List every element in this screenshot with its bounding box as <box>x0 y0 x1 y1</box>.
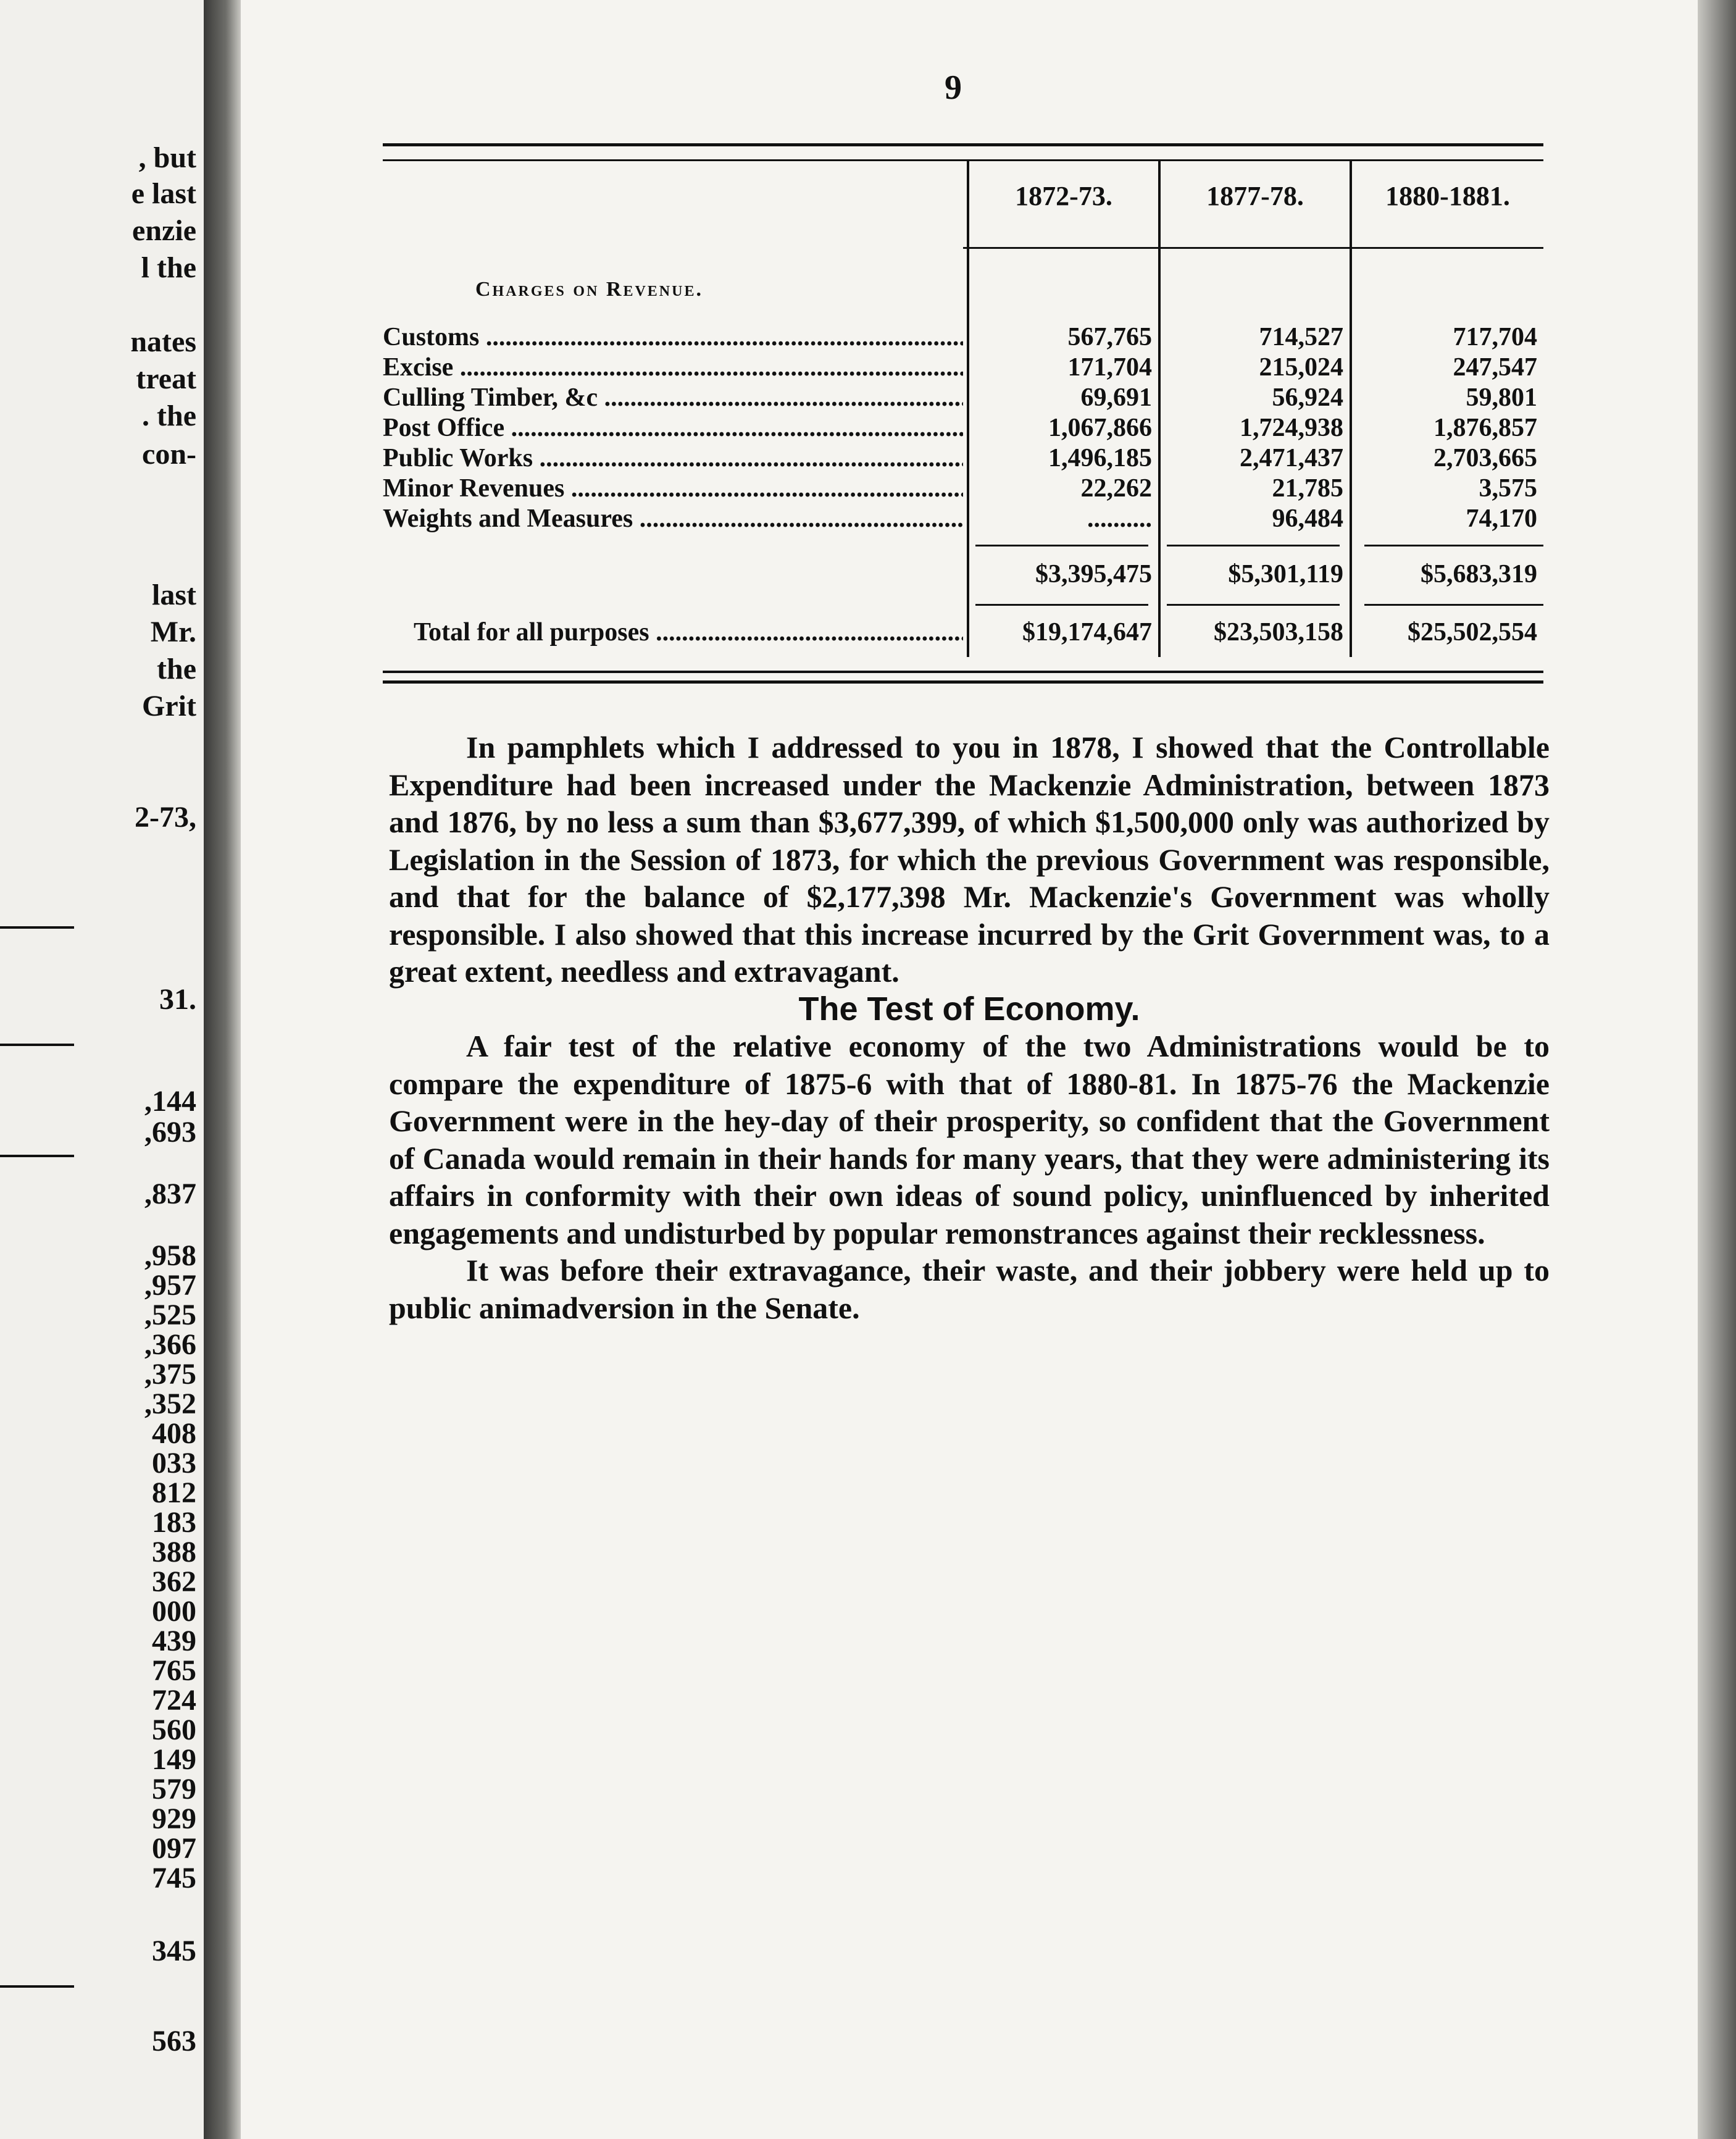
table-row <box>383 474 1543 504</box>
left-fragment: 563 <box>152 2025 196 2057</box>
paragraph: It was before their extravagance, their waste, and their jobbery were held up to public animadversion in the Senate. <box>389 1253 1550 1325</box>
left-fragment: the <box>157 653 196 685</box>
table-bottom-rule-thick <box>383 680 1543 684</box>
left-fragment: 812 <box>152 1476 196 1509</box>
subtotal-rule <box>975 545 1148 546</box>
left-fragment: 408 <box>152 1417 196 1450</box>
cell: 1,067,866 <box>1048 414 1152 442</box>
cell: 69,691 <box>1080 383 1152 412</box>
paragraph: In pamphlets which I addressed to you in 1878, I showed that the Controllable Expenditure had been increased under the Mackenzie Administration, between 1873 and 1876, by no less a sum than $3,677,399, of which $1,500,000 only was authorized by Legislation in the Session of 1873, for which the previous Government was responsible, and that for the balance of $2,177,398 Mr. Mackenzie's Government was wholly responsible. I also showed that this increase incurred by the Grit Government was, to a great extent, needless and extravagant. <box>389 730 1550 989</box>
section-heading: The Test of Economy. <box>798 990 1140 1028</box>
left-fragment: 560 <box>152 1714 196 1746</box>
cell: 717,704 <box>1453 323 1537 351</box>
left-fragment: ,352 <box>144 1388 196 1420</box>
left-fragment: e last <box>131 177 196 210</box>
left-fragment: ,525 <box>144 1299 196 1331</box>
row-label: Public Works ..... <box>383 443 963 473</box>
left-fragment: 745 <box>152 1862 196 1894</box>
left-fragment: 097 <box>152 1832 196 1865</box>
row-label: Customs ..... <box>383 322 963 352</box>
left-fragment: 345 <box>152 1935 196 1967</box>
left-rule <box>0 1044 74 1046</box>
left-fragment: 439 <box>152 1625 196 1657</box>
table-row <box>383 413 1543 443</box>
left-fragment: ,957 <box>144 1269 196 1302</box>
left-fragment: ,837 <box>144 1178 196 1210</box>
total-cell: $19,174,647 <box>1022 618 1152 647</box>
cell: 22,262 <box>1080 474 1152 503</box>
row-label: Culling Timber, &c ..... <box>383 383 963 412</box>
total-rule <box>975 604 1148 606</box>
table-row <box>383 504 1543 534</box>
table-bottom-rule <box>383 671 1543 673</box>
left-fragment: 362 <box>152 1565 196 1598</box>
subtotal-rule <box>1167 545 1340 546</box>
table-top-rule-thin <box>383 159 1543 161</box>
left-fragment: 033 <box>152 1447 196 1480</box>
left-fragment: 929 <box>152 1802 196 1835</box>
cell: 21,785 <box>1272 474 1343 503</box>
left-fragment: , but <box>138 141 196 174</box>
cell: 215,024 <box>1259 353 1343 382</box>
column-header: 1872-73. <box>1015 181 1112 211</box>
left-fragment: treat <box>136 362 196 395</box>
left-fragment: 765 <box>152 1654 196 1687</box>
cell: 567,765 <box>1067 323 1152 351</box>
total-rule <box>1167 604 1340 606</box>
subtotal-cell: $5,683,319 <box>1421 560 1537 588</box>
cell: 1,876,857 <box>1433 414 1537 442</box>
table-row <box>383 383 1543 413</box>
cell: 1,496,185 <box>1048 444 1152 472</box>
page-number: 9 <box>945 69 962 107</box>
row-label: Post Office ..... <box>383 413 963 443</box>
subtotal-row <box>383 559 1543 590</box>
table-row <box>383 353 1543 383</box>
left-fragment: 149 <box>152 1743 196 1776</box>
left-fragment: 579 <box>152 1773 196 1806</box>
total-rule <box>1364 604 1543 606</box>
left-fragment: l the <box>141 251 196 284</box>
cell: 74,170 <box>1466 504 1537 533</box>
left-fragment: ,958 <box>144 1239 196 1272</box>
left-fragment: 183 <box>152 1506 196 1539</box>
total-row <box>383 617 1543 648</box>
left-fragment: con- <box>142 438 196 471</box>
cell: 1,724,938 <box>1240 414 1343 442</box>
header-rule <box>963 247 1543 249</box>
book-gutter <box>204 0 241 2139</box>
cell: 247,547 <box>1453 353 1537 382</box>
cell: 59,801 <box>1466 383 1537 412</box>
paragraph: A fair test of the relative economy of the two Administrations would be to compare the expenditure of 1875-6 with that of 1880-81. In 1875-76 the Mackenzie Government were in the hey-day of their prosperity, so confident that the Government of Canada would remain in their hands for many years, that they were administering its affairs in conformity with their own ideas of sound policy, uninfluenced by inherited engagements and undisturbed by popular remonstrances against their recklessness. <box>389 1029 1550 1250</box>
cell: 714,527 <box>1259 323 1343 351</box>
row-label: Weights and Measures ..... <box>383 504 963 534</box>
table-row <box>383 443 1543 474</box>
left-fragment: 2-73, <box>135 801 196 834</box>
cell: 171,704 <box>1067 353 1152 382</box>
row-label: Minor Revenues ..... <box>383 474 963 503</box>
left-fragment: 388 <box>152 1536 196 1568</box>
column-header: 1877-78. <box>1206 181 1304 211</box>
left-fragment: ,693 <box>144 1116 196 1149</box>
left-fragment: 000 <box>152 1595 196 1628</box>
cell: 56,924 <box>1272 383 1343 412</box>
left-rule <box>0 1155 74 1157</box>
cell: 2,703,665 <box>1433 444 1537 472</box>
cell: 3,575 <box>1479 474 1537 503</box>
left-fragment: . the <box>142 400 196 432</box>
total-cell: $25,502,554 <box>1408 618 1537 647</box>
left-fragment: 31. <box>159 983 196 1016</box>
total-label: Total for all purposes ..... <box>414 617 963 647</box>
subtotal-cell: $5,301,119 <box>1228 560 1343 588</box>
left-fragment: Grit <box>142 690 196 722</box>
left-fragment: nates <box>130 325 196 358</box>
left-rule <box>0 926 74 929</box>
table-row <box>383 322 1543 353</box>
total-cell: $23,503,158 <box>1214 618 1343 647</box>
table-top-rule <box>383 143 1543 146</box>
column-header: 1880-1881. <box>1385 181 1510 211</box>
left-fragment: enzie <box>132 214 196 247</box>
body-text <box>389 729 1550 1326</box>
row-label: Excise ..... <box>383 353 963 382</box>
left-page-fragment <box>0 0 204 2139</box>
left-fragment: ,375 <box>144 1358 196 1391</box>
left-fragment: last <box>152 579 196 611</box>
section-label: Charges on Revenue. <box>475 278 703 301</box>
cell: 2,471,437 <box>1240 444 1343 472</box>
cell: 96,484 <box>1272 504 1343 533</box>
expenditure-table <box>383 137 1543 705</box>
subtotal-rule <box>1364 545 1543 546</box>
left-fragment: Mr. <box>150 616 196 648</box>
page-edge-shadow <box>1698 0 1736 2139</box>
left-fragment: 724 <box>152 1684 196 1717</box>
subtotal-cell: $3,395,475 <box>1035 560 1152 588</box>
left-fragment: ,366 <box>144 1328 196 1361</box>
left-rule <box>0 1985 74 1988</box>
left-fragment: ,144 <box>144 1085 196 1118</box>
cell: .......... <box>1087 504 1152 533</box>
